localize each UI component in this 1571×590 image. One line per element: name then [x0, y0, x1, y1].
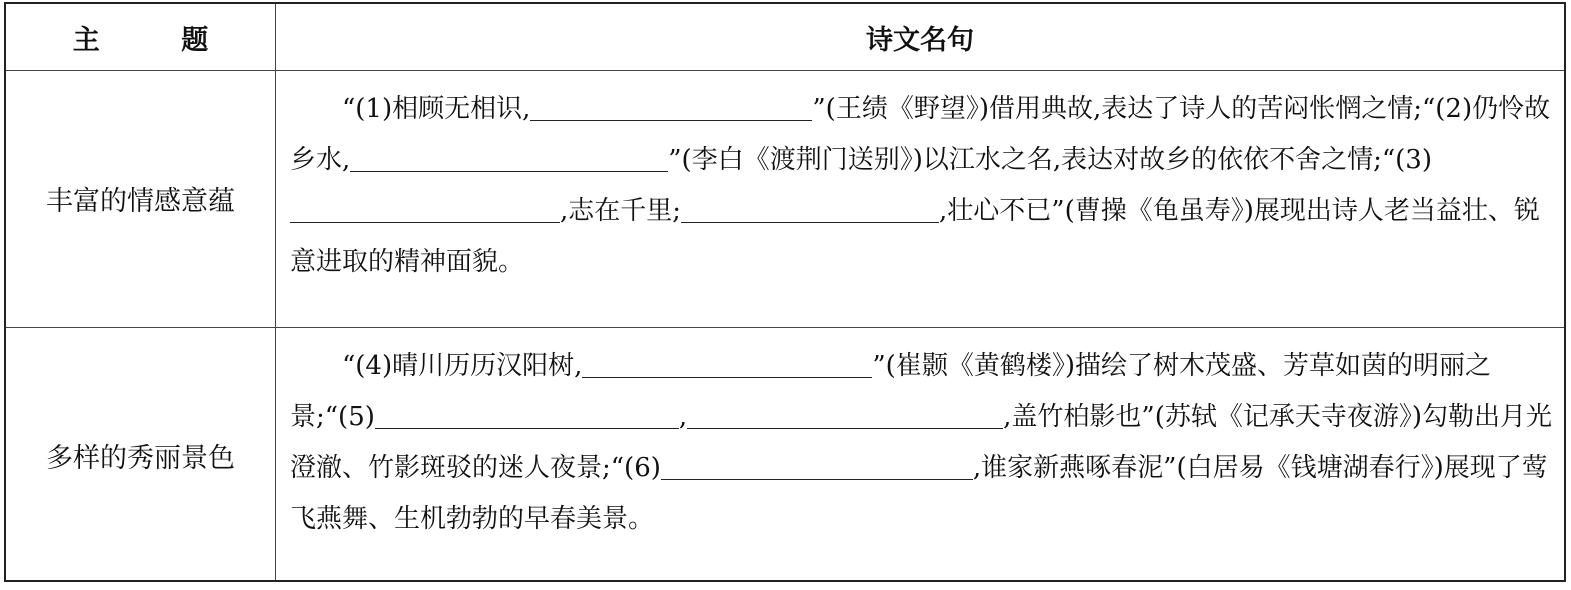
row-content [290, 341, 1554, 545]
text-segment: “(4)晴川历历汉阳树, [342, 351, 583, 381]
text-segment: ,谁家新燕啄春泥”(白居易《钱塘湖春行》)展现了莺飞燕舞、生机勃勃的早春美景。 [290, 453, 1548, 534]
header-theme: 主 题 [72, 24, 245, 56]
text-segment: ”(李白《渡荆门送别》)以江水之名,表达对故乡的依依不舍之情;“(3) [668, 145, 1432, 175]
answer-blank-5a[interactable] [375, 400, 679, 429]
answer-blank-5b[interactable] [687, 400, 1003, 429]
poem-table [4, 2, 1566, 582]
answer-blank-3b[interactable] [681, 194, 939, 223]
answer-blank-4[interactable] [582, 349, 872, 378]
row-content [290, 84, 1554, 288]
text-segment: , [678, 402, 688, 432]
answer-blank-1[interactable] [530, 92, 812, 121]
answer-blank-3a[interactable] [290, 194, 560, 223]
column-divider [275, 4, 276, 580]
row-theme: 丰富的情感意蕴 [46, 186, 235, 217]
text-segment: ,盖竹柏影也”(苏轼《记承天寺夜游》)勾勒出月光澄澈、竹影斑驳的迷人夜景;“(6) [290, 402, 1553, 483]
header-poems: 诗文名句 [866, 24, 974, 56]
answer-blank-2[interactable] [350, 143, 668, 172]
text-segment: “(1)相顾无相识, [342, 94, 531, 124]
row-theme: 多样的秀丽景色 [46, 443, 235, 474]
text-segment: ,志在千里; [560, 196, 682, 226]
answer-blank-6[interactable] [661, 451, 973, 480]
text-segment: ,壮心不已”(曹操《龟虽寿》)展现出诗人老当益壮、锐意进取的精神面貌。 [290, 196, 1540, 277]
text-segment: ”(王绩《野望》)借用典故,表达了诗人的苦闷怅惘之情;“(2)仍怜故乡水, [290, 94, 1551, 175]
text-segment: ”(崔颢《黄鹤楼》)描绘了树木茂盛、芳草如茵的明丽之景;“(5) [290, 351, 1491, 432]
